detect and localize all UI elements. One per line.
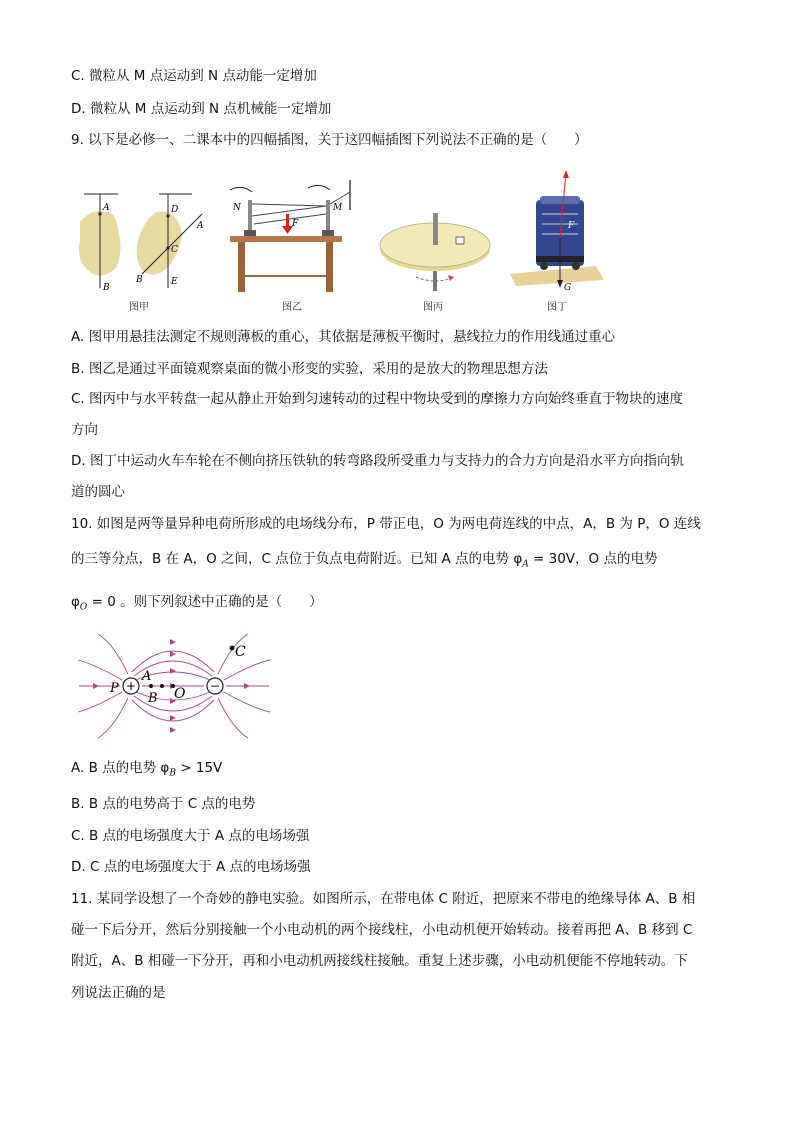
positive-charge-sign: + (126, 679, 137, 693)
yi-label-m: M (333, 203, 343, 213)
q10-option-c: C. B 点的电场强度大于 A 点的电场场强 (71, 828, 310, 844)
q11-line4: 列说法正确的是 (71, 985, 166, 1001)
q9-option-b: B. 图乙是通过平面镜观察桌面的微小形变的实验，采用的是放大的物理思想方法 (71, 361, 548, 377)
q10-stem-line2-b: = 30V，O 点的电势 (528, 551, 658, 567)
caption-bing: 图丙 (423, 302, 443, 313)
jia-label-b2: B (136, 275, 143, 285)
q11-line3: 附近，A、B 相碰一下分开，再和小电动机两接线柱接触。重复上述步骤，小电动机便能不停地转动。下 (71, 953, 688, 969)
caption-ding: 图丁 (547, 302, 567, 313)
label-b: B (148, 691, 158, 706)
q10-sub-b: B (169, 768, 176, 779)
q10-stem-line3-a: φ (71, 594, 80, 610)
jia-label-a1: A (103, 203, 110, 213)
yi-label-f: F (292, 219, 299, 229)
q11-line2: 碰一下后分开，然后分别接触一个小电动机的两个接线柱，小电动机便开始转动。接着再把 A、B 移到 C (71, 922, 693, 938)
q10-stem-line3-b: = 0 。则下列叙述中正确的是（ ） (87, 594, 323, 610)
negative-charge-sign: − (210, 679, 221, 693)
q10-sub-o: O (79, 602, 88, 613)
q10-stem-line2 (71, 549, 657, 575)
q9-option-a: A. 图甲用悬挂法测定不规则薄板的重心，其依据是薄板平衡时，悬线拉力的作用线通过重心 (71, 329, 616, 345)
q10-sub-a: A (522, 559, 529, 570)
jia-label-c: C (171, 245, 178, 255)
q9-option-c-line2: 方向 (71, 422, 98, 438)
label-o: O (174, 686, 186, 702)
q8-option-d: D. 微粒从 M 点运动到 N 点机械能一定增加 (71, 101, 332, 117)
figure-yi (228, 180, 363, 295)
figure-jia (70, 190, 210, 300)
q9-option-c-line1: C. 图丙中与水平转盘一起从静止开始到匀速转动的过程中物块受到的摩擦力方向始终垂直于物块的速度 (71, 391, 684, 407)
ding-label-g: G (564, 283, 572, 293)
q10-option-a-value: > 15V (175, 760, 223, 776)
figure-electric-field (74, 630, 274, 740)
q10-option-a-text: A. B 点的电势 φ (71, 760, 170, 776)
q10-stem-line3 (71, 592, 323, 618)
q8-option-c: C. 微粒从 M 点运动到 N 点动能一定增加 (71, 68, 317, 84)
figure-ding (506, 168, 606, 293)
q11-line1: 11. 某同学设想了一个奇妙的静电实验。如图所示，在带电体 C 附近，把原来不带电的绝缘导体 A、B 相 (71, 891, 696, 907)
jia-label-b1: B (103, 283, 110, 293)
caption-jia: 图甲 (129, 302, 149, 313)
q10-option-a (71, 758, 222, 784)
ding-label-f: F (568, 221, 575, 231)
yi-label-n: N (233, 203, 241, 213)
q10-stem-line2-a: 的三等分点，B 在 A，O 之间，C 点位于负点电荷附近。已知 A 点的电势 φ (71, 551, 523, 567)
jia-label-a2: A (197, 221, 204, 231)
q10-option-b: B. B 点的电势高于 C 点的电势 (71, 796, 256, 812)
q9-option-d-line1: D. 图丁中运动火车车轮在不侧向挤压铁轨的转弯路段所受重力与支持力的合力方向是沿水平方向指向轨 (71, 453, 684, 469)
label-a: A (142, 669, 152, 684)
figure-bing (376, 205, 494, 295)
jia-label-e: E (171, 277, 178, 287)
q9-stem: 9. 以下是必修一、二课本中的四幅插图，关于这四幅插图下列说法不正确的是（ ） (71, 132, 588, 148)
q10-option-d: D. C 点的电场强度大于 A 点的电场场强 (71, 859, 311, 875)
q9-option-d-line2: 道的圆心 (71, 484, 125, 500)
caption-yi: 图乙 (282, 302, 302, 313)
label-c: C (235, 644, 246, 660)
q10-stem-line1: 10. 如图是两等量异种电荷所形成的电场线分布，P 带正电，O 为两电荷连线的中点，A，B 为 P，O 连线 (71, 516, 701, 532)
jia-label-d: D (171, 205, 179, 215)
label-p: P (110, 681, 119, 696)
